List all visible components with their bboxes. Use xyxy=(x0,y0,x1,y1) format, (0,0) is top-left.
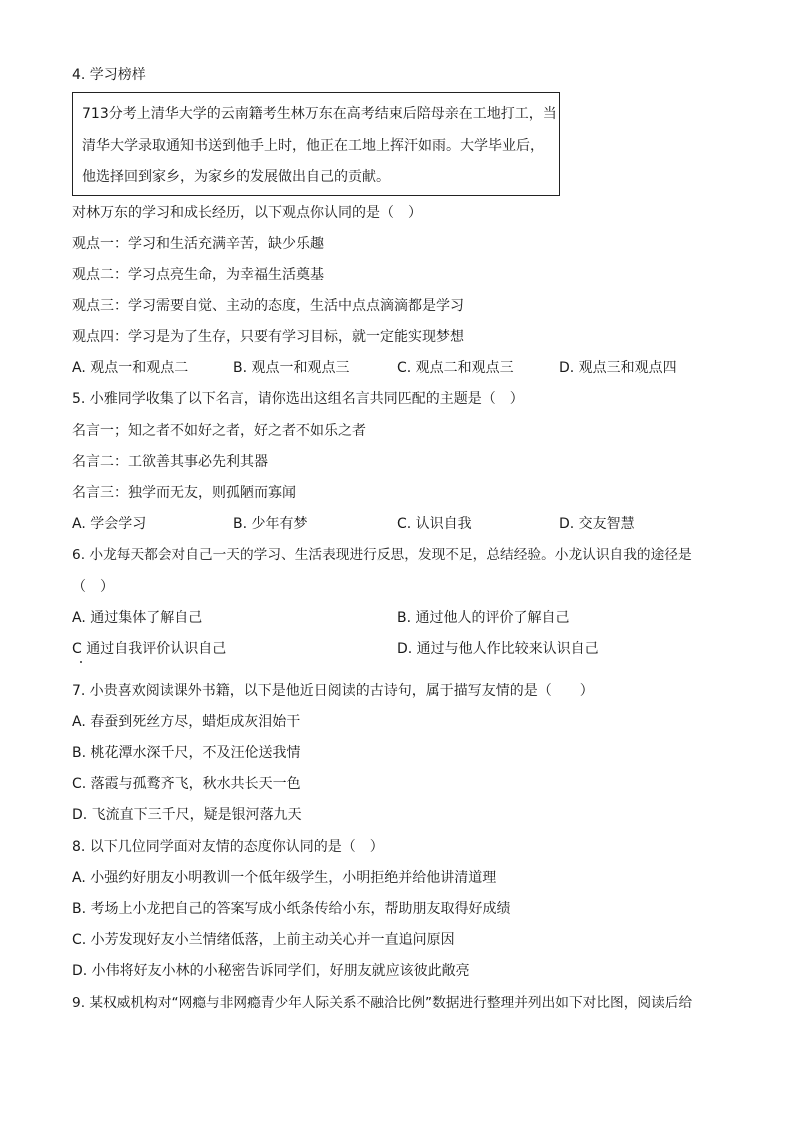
q4-heading: 4. 学习榜样 xyxy=(72,67,146,83)
q5-option-d[interactable]: D. 交友智慧 xyxy=(559,516,635,532)
q8-option-d[interactable]: D. 小伟将好友小林的小秘密告诉同学们，好朋友就应该彼此敞亮 xyxy=(72,963,470,979)
q8-stem: 8. 以下几位同学面对友情的态度你认同的是（ ） xyxy=(72,839,384,855)
q8-option-c[interactable]: C. 小芳发现好友小兰情绪低落，上前主动关心并一直追问原因 xyxy=(72,932,455,948)
q4-material-box xyxy=(72,92,560,196)
q6-stem-cont: （ ） xyxy=(72,579,114,595)
q5-stem: 5. 小雅同学收集了以下名言，请你选出这组名言共同匹配的主题是（ ） xyxy=(72,391,524,407)
q5-quote-3: 名言三：独学而无友，则孤陋而寡闻 xyxy=(72,485,296,501)
q4-view-3: 观点三：学习需要自觉、主动的态度，生活中点点滴滴都是学习 xyxy=(72,298,464,314)
q6-option-b[interactable]: B. 通过他人的评价了解自己 xyxy=(397,610,570,626)
q7-option-b[interactable]: B. 桃花潭水深千尺，不及汪伦送我情 xyxy=(72,745,301,761)
q5-option-c[interactable]: C. 认识自我 xyxy=(397,516,472,532)
q4-option-c[interactable]: C. 观点二和观点三 xyxy=(397,360,514,376)
q4-option-a[interactable]: A. 观点一和观点二 xyxy=(72,360,189,376)
q4-view-2: 观点二：学习点亮生命，为幸福生活奠基 xyxy=(72,267,324,283)
q7-option-a[interactable]: A. 春蚕到死丝方尽，蜡炬成灰泪始干 xyxy=(72,714,301,730)
q9-stem: 9. 某权威机构对“网瘾与非网瘾青少年人际关系不融洽比例”数据进行整理并列出如下对比图，阅读后给 xyxy=(72,995,693,1011)
q4-material-line: 清华大学录取通知书送到他手上时，他正在工地上挥汗如雨。大学毕业后， xyxy=(82,138,544,154)
q8-option-b[interactable]: B. 考场上小龙把自己的答案写成小纸条传给小东，帮助朋友取得好成绩 xyxy=(72,901,511,917)
q6-option-d[interactable]: D. 通过与他人作比较来认识自己 xyxy=(397,641,599,657)
q5-quote-2: 名言二：工欲善其事必先利其器 xyxy=(72,454,268,470)
q4-material-line: 他选择回到家乡，为家乡的发展做出自己的贡献。 xyxy=(82,169,390,185)
q6-option-c[interactable]: C 通过自我评价认识自己 xyxy=(72,641,227,657)
q6-stem: 6. 小龙每天都会对自己一天的学习、生活表现进行反思，发现不足，总结经验。小龙认识自我的途径是 xyxy=(72,547,692,563)
q4-option-d[interactable]: D. 观点三和观点四 xyxy=(559,360,677,376)
q7-option-d[interactable]: D. 飞流直下三千尺，疑是银河落九天 xyxy=(72,807,302,823)
q7-option-c[interactable]: C. 落霞与孤鹜齐飞，秋水共长天一色 xyxy=(72,776,301,792)
q4-view-1: 观点一：学习和生活充满辛苦，缺少乐趣 xyxy=(72,236,324,252)
q5-option-b[interactable]: B. 少年有梦 xyxy=(233,516,308,532)
q4-material-line: 713分考上清华大学的云南籍考生林万东在高考结束后陪母亲在工地打工，当 xyxy=(82,106,557,122)
q5-quote-1: 名言一；知之者不如好之者，好之者不如乐之者 xyxy=(72,423,366,439)
q4-option-b[interactable]: B. 观点一和观点三 xyxy=(233,360,350,376)
q7-stem: 7. 小贵喜欢阅读课外书籍，以下是他近日阅读的古诗句，属于描写友情的是（ ） xyxy=(72,683,594,699)
q4-stem: 对林万东的学习和成长经历，以下观点你认同的是（ ） xyxy=(72,205,422,221)
q6-option-a[interactable]: A. 通过集体了解自己 xyxy=(72,610,203,626)
stray-dot xyxy=(80,661,82,663)
q5-option-a[interactable]: A. 学会学习 xyxy=(72,516,147,532)
q4-view-4: 观点四：学习是为了生存，只要有学习目标，就一定能实现梦想 xyxy=(72,329,464,345)
q8-option-a[interactable]: A. 小强约好朋友小明教训一个低年级学生，小明拒绝并给他讲清道理 xyxy=(72,870,497,886)
